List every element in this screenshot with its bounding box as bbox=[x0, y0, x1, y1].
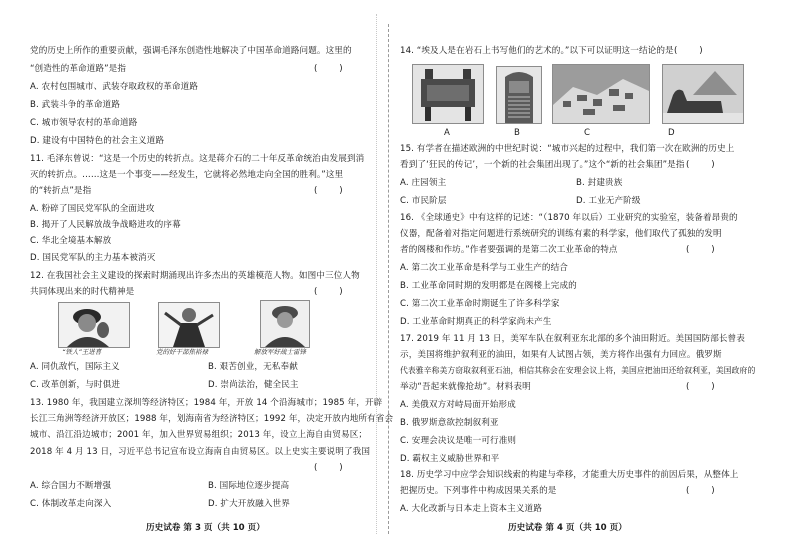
q12-option: A. 同仇敌忾，国际主义 bbox=[30, 362, 120, 372]
q17-option: D. 霸权主义威胁世界和平 bbox=[400, 454, 500, 464]
q16-option: A. 第二次工业革命是科学与工业生产的结合 bbox=[400, 263, 568, 273]
bronze-vessel-icon bbox=[413, 65, 483, 123]
q12-line: 共同体现出来的时代精神是 bbox=[30, 287, 135, 297]
q15-option: C. 市民阶层 bbox=[400, 196, 447, 206]
portrait-icon bbox=[261, 301, 309, 347]
q17-line: 举动“吾起来就像抢劫”。材料表明 bbox=[400, 382, 531, 392]
q13-option: C. 体制改革走向深入 bbox=[30, 499, 112, 509]
portrait-icon bbox=[159, 303, 219, 347]
q13-option: B. 国际地位逐步提高 bbox=[208, 481, 290, 491]
q13-line: 2018 年 4 月 13 日，习近平总书记宣布设立海南自由贸易区。以上史实主要说明了我国 bbox=[30, 447, 371, 457]
binding-line bbox=[376, 14, 377, 534]
q18-line: 18. 历史学习中应学会知识线索的构建与牵移，才能重大历史事件的前因后果，从整体上 bbox=[400, 470, 739, 480]
answer-paren[interactable]: ( ) bbox=[686, 486, 715, 496]
option-label: A bbox=[444, 128, 450, 138]
q11-line: 灭的转折点。……这是一个事变——经发生，它就将必然地走向全国的胜利。”这里 bbox=[30, 170, 344, 180]
image-stele bbox=[496, 66, 542, 124]
q12-option: C. 改革创新，与时俱进 bbox=[30, 380, 121, 390]
q17-line: 示，美国将维护叙利亚的油田，如果有人试图占领，美方将作出强有力回应。俄罗斯 bbox=[400, 350, 722, 360]
q16-line: 16. 《全球通史》中有这样的记述：“（1870 年以后）工业研究的实验室，装备着昂贵的 bbox=[400, 213, 738, 223]
q17-option: A. 美俄双方对峙局面开始形成 bbox=[400, 400, 516, 410]
answer-paren[interactable]: ( ) bbox=[314, 64, 343, 74]
q11-option: B. 揭开了人民解放战争战略进攻的序幕 bbox=[30, 220, 181, 230]
column-divider bbox=[388, 24, 389, 534]
q15-line: 15. 有学者在描述欧洲的中世纪时说：“城市兴起的过程中，我们第一次在欧洲的历史上 bbox=[400, 144, 735, 154]
q16-line: 者的阁楼和作坊。”作者要强调的是第二次工业革命的特点 bbox=[400, 245, 618, 255]
answer-paren[interactable]: ( ) bbox=[314, 463, 343, 473]
q10-line: “创造性的革命道路”是指 bbox=[30, 64, 127, 74]
q17-option: B. 俄罗斯意欲控制叙利亚 bbox=[400, 418, 499, 428]
answer-paren[interactable]: ( ) bbox=[314, 186, 343, 196]
portrait-icon bbox=[59, 303, 129, 347]
q16-option: D. 工业革命时期真正的科学家尚未产生 bbox=[400, 317, 552, 327]
q14-line: 14. “埃及人是在岩石上书写他们的艺术的。”以下可以证明这一结论的是 bbox=[400, 46, 674, 56]
q10-option: B. 武装斗争的革命道路 bbox=[30, 100, 120, 110]
image-ruins bbox=[552, 64, 650, 124]
q10-option: C. 城市领导农村的革命道路 bbox=[30, 118, 138, 128]
q12-line: 12. 在我国社会主义建设的探索时期涌现出许多杰出的英雄模范人物。如图中三位人物 bbox=[30, 271, 360, 281]
photo-caption: “铁人”王进喜 bbox=[62, 348, 102, 356]
q16-option: C. 第二次工业革命时期诞生了许多科学家 bbox=[400, 299, 560, 309]
page-footer: 历史试卷 第 4 页（共 10 页） bbox=[508, 523, 627, 533]
photo-wang-jinxi bbox=[58, 302, 130, 348]
q15-option: A. 庄园领主 bbox=[400, 178, 447, 188]
photo-lei-feng bbox=[260, 300, 310, 348]
q17-line: 17. 2019 年 11 月 13 日，美军车队在叙利亚东北部的多个油田附近。美国国防部长曾表 bbox=[400, 334, 746, 344]
answer-paren[interactable]: ( ) bbox=[314, 287, 343, 297]
answer-paren[interactable]: ( ) bbox=[686, 245, 715, 255]
q13-option: A. 综合国力不断增强 bbox=[30, 481, 112, 491]
q15-option: B. 封建贵族 bbox=[576, 178, 623, 188]
q15-option: D. 工业无产阶级 bbox=[576, 196, 641, 206]
sphinx-pyramid-icon bbox=[663, 65, 743, 123]
q12-option: D. 崇尚法治，健全民主 bbox=[208, 380, 299, 390]
q12-option: B. 艰苦创业，无私奉献 bbox=[208, 362, 298, 372]
q17-line: 代表雅辛称美方窃取叙利亚石油，相信其称会在安理会议上将，美国应把油田还给叙利亚，美国政府的 bbox=[400, 366, 756, 375]
q11-line: 的“转折点”是指 bbox=[30, 186, 92, 196]
photo-jiao-yulu bbox=[158, 302, 220, 348]
q10-line: 党的历史上所作的重要贡献，强调毛泽东创造性地解决了中国革命道路问题。这里的 bbox=[30, 46, 352, 56]
image-bronze-ding bbox=[412, 64, 484, 124]
q16-option: B. 工业革命同时期的发明都是在阁楼上完成的 bbox=[400, 281, 577, 291]
page-footer: 历史试卷 第 3 页（共 10 页） bbox=[146, 523, 265, 533]
city-ruins-icon bbox=[553, 65, 649, 123]
q11-option: D. 国民党军队的主力基本被消灭 bbox=[30, 253, 156, 263]
q17-option: C. 安理会决议是唯一可行准则 bbox=[400, 436, 517, 446]
q10-option: D. 建设有中国特色的社会主义道路 bbox=[30, 136, 165, 146]
option-label: B bbox=[514, 128, 520, 138]
q13-line: 13. 1980 年，我国建立深圳等经济特区；1984 年，开放 14 个沿海城市；1985 年，开辟 bbox=[30, 398, 383, 408]
q11-option: A. 粉碎了国民党军队的全面进攻 bbox=[30, 204, 155, 214]
answer-paren[interactable]: ( ) bbox=[674, 46, 703, 56]
q11-line: 11. 毛泽东曾说：“这是一个历史的转折点。这是蒋介石的二十年反革命统治由发展到消 bbox=[30, 154, 365, 164]
q13-line: 城市、沿江沿边城市；2001 年，加入世界贸易组织；2013 年，设立上海自由贸易区； bbox=[30, 430, 368, 440]
photo-caption: 解放军好战士雷锋 bbox=[254, 348, 306, 356]
q18-option: A. 大化改新与日本走上资本主义道路 bbox=[400, 504, 542, 514]
answer-paren[interactable]: ( ) bbox=[686, 382, 715, 392]
q13-option: D. 扩大开放融入世界 bbox=[208, 499, 290, 509]
option-label: C bbox=[584, 128, 591, 138]
photo-caption: 党的好干部焦裕禄 bbox=[156, 348, 208, 356]
image-sphinx bbox=[662, 64, 744, 124]
answer-paren[interactable]: ( ) bbox=[686, 160, 715, 170]
q16-line: 仪器，配备着对指定问题进行系统研究的训练有素的科学家，他们取代了孤独的发明 bbox=[400, 229, 722, 239]
q13-line: 长江三角洲等经济开放区；1988 年，划海南省为经济特区；1992 年，决定开放内地所有省会 bbox=[30, 414, 394, 424]
q15-line: 看到了‘狂民的传记’，一个新的社会集团出现了。”这个“新的社会集团”是指 bbox=[400, 160, 685, 170]
q11-option: C. 华北全境基本解放 bbox=[30, 236, 112, 246]
q10-option: A. 农村包围城市、武装夺取政权的革命道路 bbox=[30, 82, 198, 92]
stone-stele-icon bbox=[497, 67, 541, 123]
option-label: D bbox=[668, 128, 675, 138]
q18-line: 把握历史。下列事件中构成因果关系的是 bbox=[400, 486, 557, 496]
